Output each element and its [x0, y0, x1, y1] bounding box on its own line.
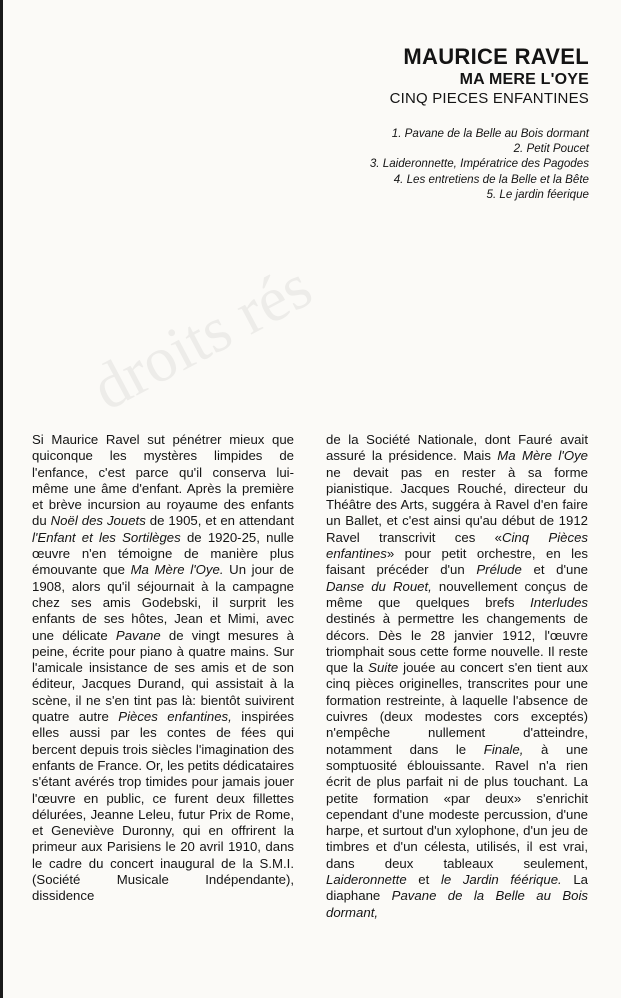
italic-text-run: l'Enfant et les Sortilèges [32, 529, 181, 545]
italic-text-run: Pavane de la Belle au Bois dormant, [326, 888, 588, 920]
text-run: de vingt mesures à peine, écrite pour piano à quatre mains. Sur l'amicale insistance de ses amis et de son éditeur, Jacques Durand, qui assistait à la scène, il ne s'en tint pas là: bientôt suivirent quatre autre [32, 627, 294, 725]
text-run: ne devait pas en rester à sa forme pianistique. Jacques Rouché, directeur du Théâtre des Arts, suggéra à Ravel d'en faire un Ballet, et c'est ainsi qu'au début de 1912 Ravel transcrivit ces « [326, 464, 588, 545]
body-column-left [32, 432, 294, 905]
movement-list [189, 126, 589, 202]
text-run: nouvellement conçus de même que quelques brefs [326, 578, 588, 610]
text-run: à une somptuosité éblouissante. Ravel n'a rien écrit de plus parfait ni de plus touchant. La petite formation «par deux» s'enrichit cependant d'une modeste percussion, d'une harpe, et surtout d'un xylophone, d'un jeu de timbres et d'un célesta, utilisés, il est vrai, dans deux tableaux seulement, [326, 741, 589, 871]
text-run: destinés à permettre les changements de décors. Dès le 28 janvier 1912, l'œuvre triomphait sous cette forme nouvelle. Il reste que la [326, 611, 588, 676]
italic-text-run: Ma Mère l'Oye. [130, 562, 224, 578]
italic-text-run: Pièces enfantines, [118, 709, 232, 725]
page-left-edge [0, 0, 3, 998]
italic-text-run: Danse du Rouet, [326, 578, 432, 594]
text-run: de 1905, et en attendant [145, 513, 294, 529]
text-run: inspirées elles aussi par les contes de fées qui bercent depuis trois siècles l'imagination des enfants de France. Or, les petits dédicataires s'étant avérés trop timides pour jamais jouer l'œuvre en public, ce furent deux fillettes délurées, Jeanne Leleu, futur Prix de Rome, et Geneviève Duronny, qui en offrirent la primeur aux Parisiens le 20 avril 1910, dans le cadre du concert inaugural de la S.M.I. (Société Musicale Indépendante), dissidence [32, 709, 294, 904]
italic-text-run: Cinq Pièces enfantines [326, 529, 588, 562]
movement-item: 3. Laideronnette, Impératrice des Pagodes [369, 157, 589, 171]
text-run: de la Société Nationale, dont Fauré avait assuré la présidence. Mais [326, 432, 588, 464]
movement-item: 2. Petit Poucet [513, 142, 589, 156]
work-title: MA MERE L'OYE [459, 71, 589, 88]
italic-text-run: Interludes [530, 594, 588, 610]
text-run: jouée au concert s'en tient aux cinq pièces originelles, transcrites pour une formation restreinte, à laquelle l'absence de cuivres (deux modestes cors exceptés) n'empêche nullement d'atteindre, notamment dans le [326, 660, 588, 757]
italic-text-run: Suite [368, 660, 399, 676]
movement-item: 5. Le jardin féerique [486, 187, 589, 201]
text-run: et [406, 872, 441, 888]
text-run: Si Maurice Ravel sut pénétrer mieux que quiconque les mystères limpides de l'enfance, c'est parce qu'il conserva lui-même une âme d'enfant. Après la première et brève incursion au royaume des enfants du [32, 432, 294, 529]
italic-text-run: le Jardin féérique. [440, 872, 562, 888]
page-header [29, 44, 589, 108]
italic-text-run: Finale, [483, 741, 524, 757]
italic-text-run: Noël des Jouets [50, 513, 146, 529]
text-run: Un jour de 1908, alors qu'il séjournait à la campagne chez ses amis Godebski, il surprit les enfants de ses hôtes, Jean et Mimi, avec une délicate [32, 562, 294, 643]
italic-text-run: Laideronnette [326, 872, 407, 888]
movement-item: 1. Pavane de la Belle au Bois dormant [391, 127, 589, 140]
watermark-text: droits rés [80, 249, 323, 424]
italic-text-run: Pavane [115, 627, 161, 643]
body-paragraph-left [32, 432, 294, 905]
work-subtitle: CINQ PIECES ENFANTINES [389, 90, 589, 107]
italic-text-run: Prélude [476, 562, 522, 578]
italic-text-run: Ma Mère l'Oye [497, 448, 589, 464]
text-run: de 1920-25, nulle œuvre n'en témoigne de manière plus émouvante que [32, 529, 294, 578]
text-run: » pour petit orchestre, en les faisant précéder d'un [326, 546, 588, 578]
movement-item: 4. Les entretiens de la Belle et la Bête [393, 172, 589, 186]
body-column-right [326, 432, 588, 921]
text-run: La diaphane [326, 872, 588, 904]
text-run: et d'une [521, 562, 588, 578]
body-paragraph-right [326, 432, 588, 921]
composer-name: MAURICE RAVEL [403, 44, 589, 69]
